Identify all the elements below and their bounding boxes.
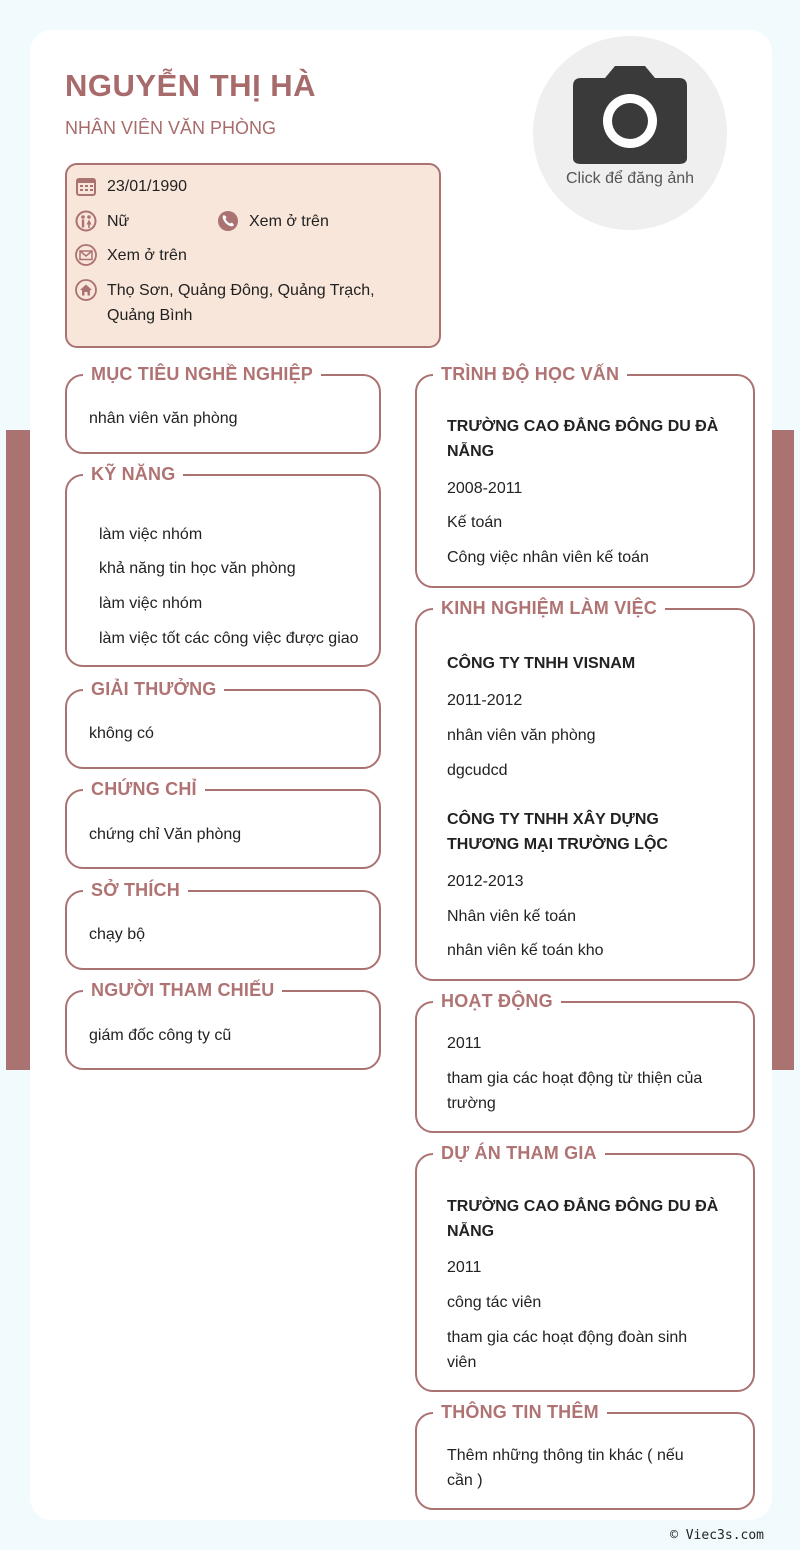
- education-school-line-1: TRƯỜNG CAO ĐẲNG ĐÔNG DU ĐÀ: [447, 418, 719, 435]
- objective-text[interactable]: nhân viên văn phòng: [89, 410, 238, 427]
- experience-position[interactable]: nhân viên văn phòng: [447, 727, 596, 744]
- project-name-line-1: TRƯỜNG CAO ĐẲNG ĐÔNG DU ĐÀ: [447, 1198, 719, 1215]
- certificates-text[interactable]: chứng chỉ Văn phòng: [89, 826, 242, 843]
- birthday-row: [77, 174, 187, 199]
- address-line-2: Quảng Bình: [107, 307, 193, 324]
- home-icon: [75, 279, 97, 301]
- experience-years[interactable]: 2012-2013: [447, 873, 524, 890]
- right-decor-band: [770, 430, 794, 1070]
- activities-text-line-1: tham gia các hoạt động từ thiện của: [447, 1070, 703, 1087]
- skill-item[interactable]: làm việc nhóm: [99, 595, 203, 612]
- skills-title: KỸ NĂNG: [83, 458, 183, 490]
- gender-row: [77, 209, 129, 234]
- experience-company[interactable]: CÔNG TY TNHH VISNAM: [447, 655, 636, 672]
- additional-info-line-2: cần ): [447, 1472, 483, 1489]
- experience-position[interactable]: Nhân viên kế toán: [447, 908, 576, 925]
- experience-company[interactable]: [447, 807, 668, 857]
- activities-title: HOẠT ĐỘNG: [433, 985, 561, 1017]
- project-name-line-2: NẴNG: [447, 1223, 495, 1240]
- skill-item[interactable]: làm việc tốt các công việc được giao: [99, 630, 359, 647]
- additional-info-title: THÔNG TIN THÊM: [433, 1396, 607, 1428]
- hobbies-title: SỞ THÍCH: [83, 874, 188, 906]
- calendar-icon: [75, 175, 97, 197]
- candidate-job-title[interactable]: NHÂN VIÊN VĂN PHÒNG: [65, 118, 277, 138]
- birthday-value[interactable]: 23/01/1990: [107, 178, 188, 195]
- copyright-notice: © Viec3s.com: [670, 1528, 764, 1543]
- email-row: [77, 243, 187, 268]
- email-icon: [75, 244, 97, 266]
- education-school-line-2: NẴNG: [447, 443, 495, 460]
- references-text[interactable]: giám đốc công ty cũ: [89, 1027, 232, 1044]
- projects-title: DỰ ÁN THAM GIA: [433, 1137, 605, 1169]
- awards-text[interactable]: không có: [89, 725, 154, 742]
- address-value[interactable]: [107, 278, 375, 328]
- activities-year[interactable]: 2011: [447, 1035, 482, 1052]
- phone-icon: [217, 210, 239, 232]
- address-line-1: Thọ Sơn, Quảng Đông, Quảng Trạch,: [107, 282, 375, 299]
- education-title: TRÌNH ĐỘ HỌC VẤN: [433, 358, 627, 390]
- objective-title: MỤC TIÊU NGHỀ NGHIỆP: [83, 358, 321, 390]
- skill-item[interactable]: làm việc nhóm: [99, 526, 203, 543]
- photo-upload-label: Click để đăng ảnh: [565, 170, 695, 187]
- activities-text[interactable]: [447, 1066, 702, 1116]
- phone-value[interactable]: Xem ở trên: [249, 213, 329, 230]
- project-description-line-1: tham gia các hoạt động đoàn sinh: [447, 1329, 688, 1346]
- experience-title: KINH NGHIỆM LÀM VIỆC: [433, 592, 665, 624]
- project-year[interactable]: 2011: [447, 1259, 482, 1276]
- experience-years[interactable]: 2011-2012: [447, 692, 523, 709]
- experience-company-line-1: CÔNG TY TNHH XÂY DỰNG: [447, 811, 659, 828]
- project-role[interactable]: công tác viên: [447, 1294, 542, 1311]
- candidate-name[interactable]: NGUYỄN THỊ HÀ: [65, 68, 317, 103]
- skill-item[interactable]: khả năng tin học văn phòng: [99, 560, 296, 577]
- certificates-title: CHỨNG CHỈ: [83, 773, 205, 805]
- hobbies-text[interactable]: chạy bộ: [89, 926, 146, 943]
- activities-text-line-2: trường: [447, 1095, 496, 1112]
- project-description-line-2: viên: [447, 1354, 477, 1371]
- photo-upload[interactable]: [533, 36, 727, 230]
- experience-description[interactable]: nhân viên kế toán kho: [447, 942, 604, 959]
- gender-icon: [75, 210, 97, 232]
- additional-info-text[interactable]: [447, 1443, 684, 1493]
- project-description[interactable]: [447, 1325, 687, 1375]
- project-name[interactable]: [447, 1194, 718, 1244]
- references-title: NGƯỜI THAM CHIẾU: [83, 974, 282, 1006]
- left-decor-band: [6, 430, 30, 1070]
- education-school[interactable]: [447, 414, 718, 464]
- address-row: [77, 278, 375, 328]
- education-description[interactable]: Công việc nhân viên kế toán: [447, 549, 649, 566]
- education-major[interactable]: Kế toán: [447, 514, 503, 531]
- experience-description[interactable]: dgcudcd: [447, 762, 508, 779]
- email-value[interactable]: Xem ở trên: [107, 247, 187, 264]
- phone-row: [219, 209, 329, 234]
- additional-info-line-1: Thêm những thông tin khác ( nếu: [447, 1447, 684, 1464]
- awards-title: GIẢI THƯỞNG: [83, 673, 224, 705]
- experience-company-line-2: THƯƠNG MẠI TRƯỜNG LỘC: [447, 836, 668, 853]
- education-years[interactable]: 2008-2011: [447, 480, 523, 497]
- camera-icon: [571, 64, 689, 166]
- gender-value[interactable]: Nữ: [107, 213, 130, 230]
